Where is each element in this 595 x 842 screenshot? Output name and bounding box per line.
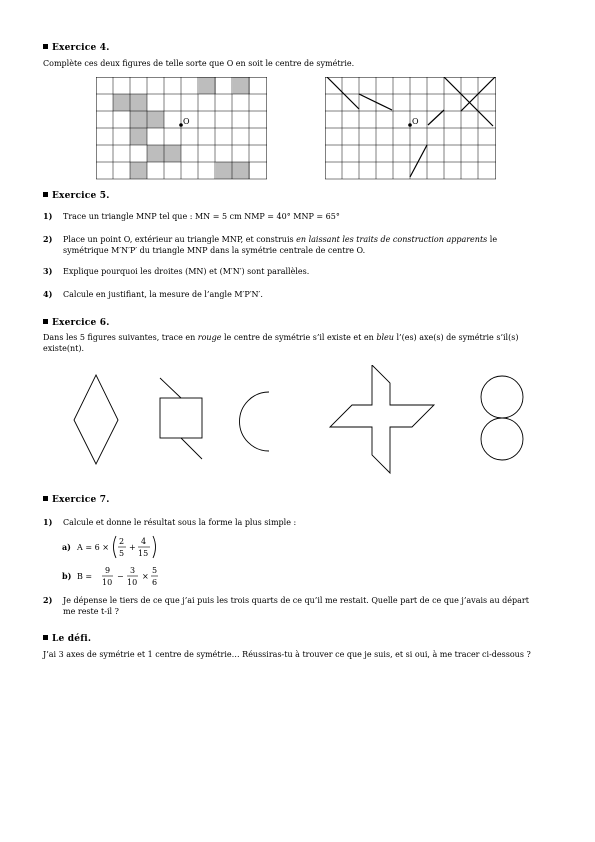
two-circles-figure: [481, 376, 523, 460]
right-paren: [153, 536, 156, 558]
instruction-blue-word: bleu: [376, 333, 394, 342]
segment: [410, 145, 427, 177]
shaded-cell: [216, 162, 233, 179]
formula-a-lhs: A = 6 ×: [77, 543, 109, 552]
symmetry-grid-right: [325, 77, 499, 180]
frac-numerator: 4: [141, 537, 147, 546]
question-number: 1): [43, 211, 53, 221]
exercise-6-instruction-line2: existe(nt).: [43, 344, 85, 353]
exercise-6-figures: [0, 365, 595, 475]
q2-text-a: Place un point O, extérieur au triangle MNP, et construis: [63, 235, 297, 244]
formula-a-label: a): [62, 542, 71, 552]
exercise-4-title: Exercice 4.: [52, 43, 110, 53]
exercise-6-title: Exercice 6.: [52, 318, 110, 328]
shaded-cell: [130, 94, 147, 111]
cross-figure: [330, 365, 434, 473]
times-sign: ×: [142, 572, 149, 581]
exercise-6-instruction: [43, 332, 518, 343]
bullet-square-icon: [43, 496, 48, 501]
arc-figure: [239, 392, 269, 451]
square-with-tails-figure: [160, 378, 202, 459]
segment: [428, 110, 444, 125]
shaded-cell: [130, 162, 147, 179]
shaded-cell: [233, 77, 250, 94]
segment: [327, 77, 359, 109]
shaded-cell: [199, 77, 216, 94]
defi-title: Le défi.: [52, 634, 92, 644]
shaded-cell: [233, 162, 250, 179]
frac-numerator: 3: [130, 566, 136, 575]
formula-b: [60, 563, 200, 591]
plus-sign: +: [129, 543, 136, 552]
exercise-6-header: [43, 318, 110, 328]
exercise-5-q2-line2: symétrique M′N′P′ du triangle MNP dans la symétrie centrale de centre O.: [63, 246, 366, 255]
segment: [359, 94, 392, 110]
exercise-7-header: [43, 495, 110, 505]
bullet-square-icon: [43, 44, 48, 49]
shaded-cell: [113, 94, 130, 111]
question-number: 3): [43, 266, 53, 276]
exercise-7-q1: Calcule et donne le résultat sous la forme la plus simple :: [63, 518, 297, 527]
shaded-cell: [147, 111, 164, 128]
frac-denominator: 10: [127, 578, 138, 587]
defi-text: J’ai 3 axes de symétrie et 1 centre de symétrie… Réussiras-tu à trouver ce que je suis, et si oui, à me tracer ci-dessous ?: [43, 650, 531, 659]
bullet-square-icon: [43, 635, 48, 640]
formula-b-label: b): [62, 571, 72, 581]
exercise-7-q2: Je dépense le tiers de ce que j’ai puis les trois quarts de ce qu’il me restait. Quelle part de ce que j’avais au départ: [63, 596, 529, 605]
exercise-5-q3: Explique pourquoi les droites (MN) et (M′N′) sont parallèles.: [63, 267, 310, 276]
shaded-cell: [164, 145, 181, 162]
question-number: 1): [43, 517, 53, 527]
symmetry-grid-left: [96, 77, 270, 180]
shaded-cell: [147, 145, 164, 162]
question-number: 2): [43, 234, 53, 244]
frac-denominator: 10: [102, 578, 113, 587]
frac-numerator: 5: [152, 566, 158, 575]
frac-denominator: 5: [119, 549, 125, 558]
defi-header: [43, 634, 91, 644]
segment: [444, 77, 493, 126]
exercise-7-q2-line2: me reste t-il ?: [63, 607, 119, 616]
q2-text-italic: en laissant les traits de construction apparents: [296, 235, 488, 244]
exercise-4-header: [43, 43, 110, 53]
frac-numerator: 9: [105, 566, 111, 575]
exercise-5-title: Exercice 5.: [52, 191, 110, 201]
exercise-4-instruction: Complète ces deux figures de telle sorte que O en soit le centre de symétrie.: [43, 59, 355, 68]
left-paren: [114, 536, 117, 558]
instruction-part: le centre de symétrie s’il existe et en: [221, 333, 377, 342]
question-number: 4): [43, 289, 53, 299]
instruction-red-word: rouge: [197, 333, 222, 342]
formula-b-lhs: B =: [77, 572, 93, 581]
instruction-part: l’(es) axe(s) de symétrie s’il(s): [393, 333, 519, 342]
frac-denominator: 15: [138, 549, 149, 558]
shaded-cell: [130, 111, 147, 128]
exercise-5-header: [43, 191, 110, 201]
exercise-5-q1: Trace un triangle MNP tel que : MN = 5 cm NMP = 40° MNP = 65°: [63, 212, 340, 221]
frac-numerator: 2: [119, 537, 125, 546]
q2-text-c: le: [487, 235, 498, 244]
grid-lines: [325, 77, 496, 179]
center-label-o: O: [183, 117, 190, 126]
bullet-square-icon: [43, 192, 48, 197]
shaded-cell: [130, 128, 147, 145]
exercise-7-title: Exercice 7.: [52, 495, 110, 505]
minus-sign: −: [117, 572, 124, 581]
bullet-square-icon: [43, 319, 48, 324]
rhombus-figure: [74, 375, 118, 464]
exercise-5-q4: Calcule en justifiant, la mesure de l’angle M′P′N′.: [63, 290, 263, 299]
formula-a: [60, 533, 200, 561]
frac-denominator: 6: [152, 578, 158, 587]
center-label-o: O: [412, 117, 419, 126]
exercise-5-q2: [63, 234, 553, 245]
instruction-part: Dans les 5 figures suivantes, trace en: [43, 333, 198, 342]
question-number: 2): [43, 595, 53, 605]
